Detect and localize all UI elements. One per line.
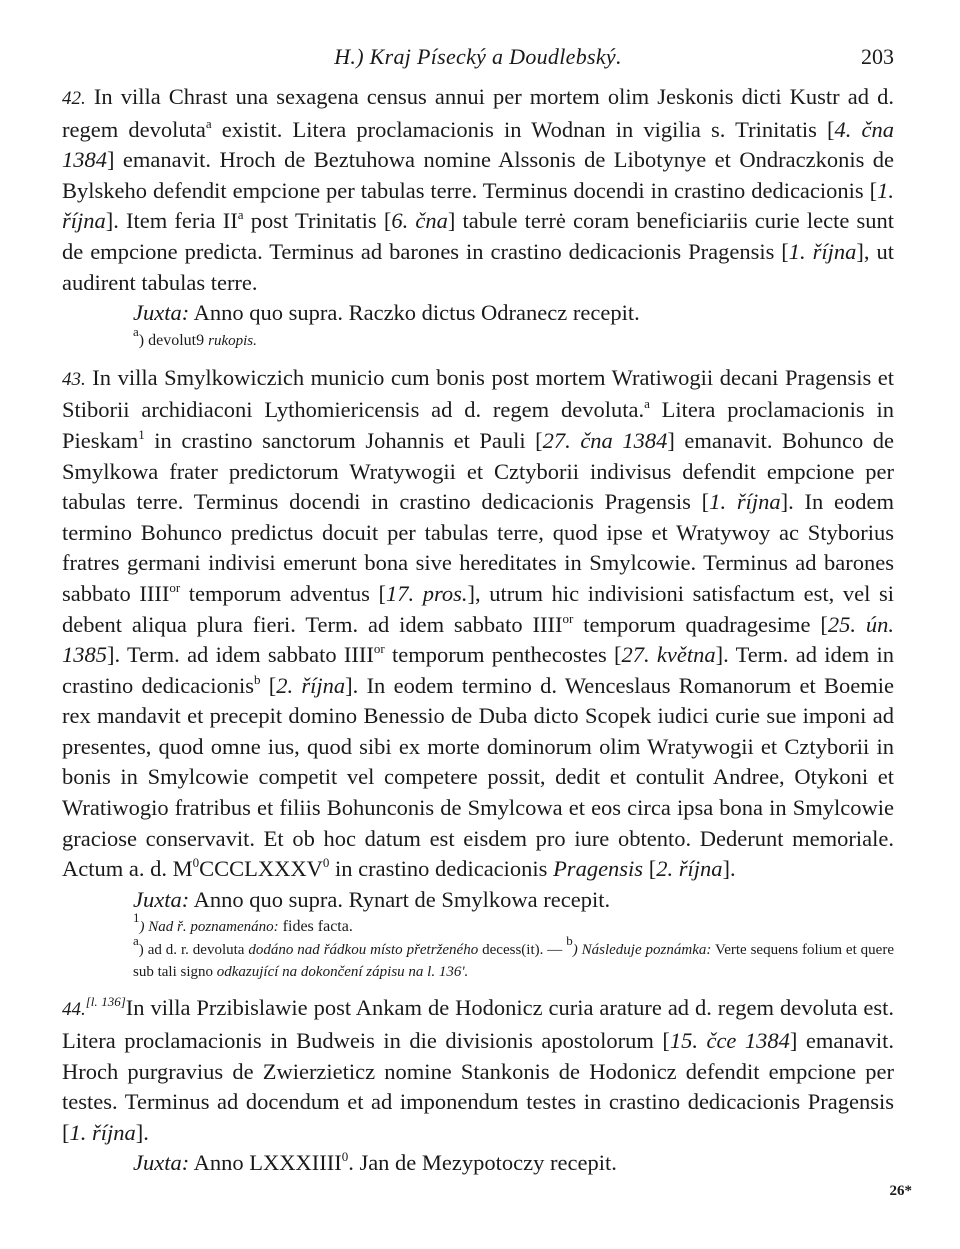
entry-43-footnote-1: $^1$) Nad ř. poznamenáno: fides facta. <box>133 910 353 936</box>
entry-43-footnotes-ab: a) ad d. r. devoluta dodáno nad řádkou místo přetrženého decess(it). — b) Následuje poznámka: Verte sequens folium et quere sub tali signo odkazující na dokončení zápisu na l. 136'. <box>133 933 894 981</box>
document-page <box>62 40 894 1179</box>
entry-number: 43. <box>62 368 86 390</box>
entry-number: 44. <box>62 999 86 1021</box>
running-title: H.) Kraj Písecký a Doudlebský. <box>334 44 622 69</box>
entry-44-juxta: Juxta: Anno LXXXIIII$^0$. Jan de Mezypotoczy recepit. <box>133 1149 617 1176</box>
page-header <box>62 40 894 72</box>
entry-42-footnote: $^a$) devolut9 rukopis. <box>133 323 257 349</box>
entry-44 <box>62 993 894 1179</box>
folio-reference: [l. 136] <box>85 994 126 1010</box>
entry-43-text: 43. In villa Smylkowiczich municio cum bonis post mortem Wratiwogii decani Pragensis et Stiborii archidiaconi Lythomiericensis ad d. regem devoluta.$^a$ Litera proclamacionis in Pieskam$^1$ in crastino sanctorum Johannis et Pauli [27. čna 1384] emanavit. Bohunco de Smylkowa frater predictorum Wratywogii et Cztyborii indivisus defendit empcione per tabulas terre. Terminus docendi in crastino dedicacionis Pragensis [1. října]. In eodem termino Bohunco predictus docuit per tabulas terre, quod ipse et Wratywoy ac Styborius fratres germani indivisi emerunt bona sive hereditates in Smylcowie. Terminus ad barones sabbato $IIII^{or}$ temporum adventus [17. pros.], utrum hic indivisioni satisfactum est, vel si debent aliqua plura fieri. Term. ad idem sabbato $IIII^{or}$ temporum quadragesime [25. ún. 1385]. Term. ad idem sabbato $IIII^{or}$ temporum penthecostes [27. května]. Term. ad idem in crastino dedicacionis$^b$ [2. října]. In eodem termino d. Wenceslaus Romanorum et Boemie rex mandavit et precepit domino Benessio de Duba dicto Scopek iudici curie sue imponi ad presentes, quod omne ius, quod sibi ex morte dominorum olim Wratywogii et Cztyborii in bonis in Smylcowie competit vel competere possit, dedit et contulit Andree, Otykoni et Wratiwogio fratribus et filiis Bohunconis de Smylcowa et eos circa ipsa bona in Smylcowie graciose conservavit. Et ob hoc datum est eisdem pro iure obtento. Dederunt memoriale. Actum a. d. $M^0CCCLXXXV^0$ in crastino dedicacionis Pragensis [2. října]. <box>62 364 895 882</box>
signature-mark: 26* <box>889 1183 912 1199</box>
entry-42 <box>62 82 894 353</box>
entry-43-juxta: Juxta: Anno quo supra. Rynart de Smylkowa recepit. <box>133 886 611 912</box>
entry-number: 42. <box>62 88 86 109</box>
entry-43 <box>62 363 894 984</box>
entry-42-juxta: Juxta: Anno quo supra. Raczko dictus Odranecz recepit. <box>133 300 640 326</box>
entry-44-text: 44.[l. 136]In villa Przibislawie post Ankam de Hodonicz curia arature ad d. regem devoluta est. Litera proclamacionis in Budweis in die divisionis apostolorum [15. čce 1384] emanavit. Hroch purgravius de Zwierzieticz nomine Stankonis de Hodonicz defendit empcione per testes. Terminus ad docendum et ad imponendum testes in crastino dedicacionis Pragensis [1. října]. <box>62 994 894 1145</box>
entry-42-text: 42. In villa Chrast una sexagena census annui per mortem olim Jeskonis dicti Kustr ad d. regem devoluta$^a$ existit. Litera proclamacionis in Wodnan in vigilia s. Trinitatis [4. čna 1384] emanavit. Hroch de Beztuhowa nomine Alssonis de Libotynye et Ondraczkonis de Bylskeho defendit empcione per tabulas terre. Terminus docendi in crastino dedicacionis [1. října]. Item feria $II^a$ post Trinitatis [6. čna] tabule terrė coram beneficiariis curie lecte sunt de empcione predicta. Terminus ad barones in crastino dedicacionis Pragensis [1. října], ut audirent tabulas terre. <box>62 84 895 295</box>
page-number: 203 <box>861 44 894 69</box>
